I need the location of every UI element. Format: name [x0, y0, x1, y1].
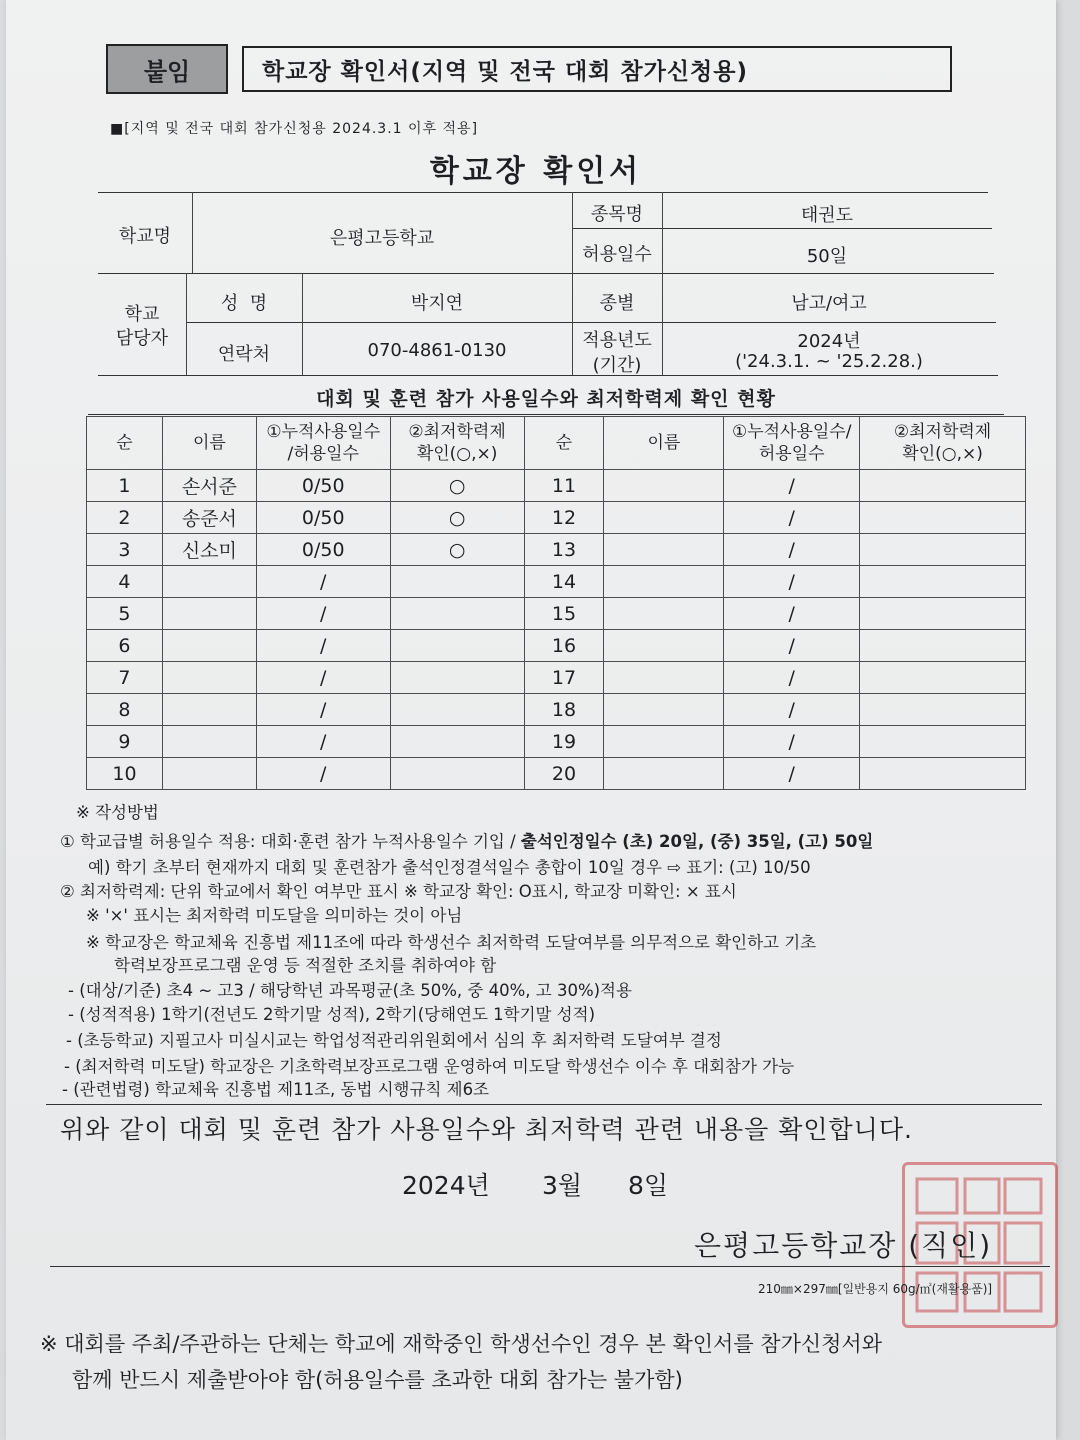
- row-days-right: /: [724, 470, 860, 502]
- row-no-right: 12: [524, 502, 604, 534]
- row-days: 0/50: [256, 534, 390, 566]
- row-no-right: 17: [524, 662, 604, 694]
- table-row: [87, 630, 1026, 662]
- row-no-right: 13: [524, 534, 604, 566]
- method-line-2: 예) 학기 초부터 현재까지 대회 및 훈련참가 출석인정결석일수 총합이 10일 경우 ⇨ 표기: (고) 10/50: [88, 858, 811, 877]
- table-row: [87, 502, 1026, 534]
- table-row: [87, 758, 1026, 790]
- table-row: [87, 726, 1026, 758]
- contact: 070-4861-0130: [367, 340, 507, 361]
- manager-label-2: 담당자: [115, 328, 169, 349]
- row-days-right: /: [724, 662, 860, 694]
- col-days-line2: /허용일수: [287, 444, 359, 464]
- contact-label: 연락처: [217, 344, 271, 365]
- section-line: [88, 414, 1004, 415]
- sport-label: 종목명: [590, 204, 644, 225]
- col-days-right-line1: ①누적사용일수/: [731, 422, 852, 442]
- col-check-right-line1: ②최저학력제: [893, 422, 992, 442]
- method-line-10: - (최저학력 미도달) 학교장은 기초학력보장프로그램 운영하여 미도달 학생선수 이수 후 대회참가 가능: [64, 1057, 795, 1076]
- row-no: 5: [87, 598, 163, 630]
- row-no-right: 15: [524, 598, 604, 630]
- year-label-2: (기간): [592, 355, 642, 376]
- row-check: [390, 758, 524, 790]
- row-no: 7: [87, 662, 163, 694]
- col-check-line2: 확인(○,×): [416, 444, 498, 464]
- method-line-1: [60, 829, 873, 854]
- row-days-right: /: [724, 694, 860, 726]
- footer-note: [40, 1326, 882, 1398]
- row-days-right: /: [724, 758, 860, 790]
- method-line-1-text: ① 학교급별 허용일수 적용: 대회·훈련 참가 누적사용일수 기입 /: [60, 832, 521, 851]
- row-no-right: 20: [524, 758, 604, 790]
- closing-statement: 위와 같이 대회 및 훈련 참가 사용일수와 최저학력 관련 내용을 확인합니다.: [60, 1115, 913, 1144]
- col-check-right: [860, 417, 1026, 470]
- col-name-right: 이름: [604, 417, 724, 470]
- allowed-days-label: 허용일수: [582, 244, 652, 265]
- row-check: ○: [390, 534, 524, 566]
- method-line-7: - (대상/기준) 초4 ~ 고3 / 해당학년 과목평균(초 50%, 중 40%, 고 30%)적용: [68, 981, 632, 1000]
- row-no: 8: [87, 694, 163, 726]
- row-check-right: [860, 662, 1026, 694]
- col-check: [390, 417, 524, 470]
- method-line-6: 학력보장프로그램 운영 등 적절한 조치를 취하여야 함: [114, 956, 497, 975]
- method-bottom-line: [46, 1104, 1042, 1105]
- row-name: [162, 758, 256, 790]
- table-row: [87, 598, 1026, 630]
- attachment-tag: [106, 44, 228, 94]
- gender-label: 종별: [599, 293, 635, 314]
- col-no-right: 순: [524, 417, 604, 470]
- row-check-right: [860, 630, 1026, 662]
- info-line-sport: [572, 228, 992, 229]
- table-row: [87, 470, 1026, 502]
- row-name-right: [604, 726, 724, 758]
- col-days-line1: ①누적사용일수: [266, 422, 381, 442]
- row-check: [390, 726, 524, 758]
- row-no: 3: [87, 534, 163, 566]
- row-days: /: [256, 758, 390, 790]
- row-days: /: [256, 662, 390, 694]
- method-line-8: - (성적적용) 1학기(전년도 2학기말 성적), 2학기(당해연도 1학기말 성적): [68, 1005, 596, 1024]
- person-name: 박지연: [410, 293, 464, 314]
- row-name-right: [604, 566, 724, 598]
- method-line-1-bold: 출석인정일수 (초) 20일, (중) 35일, (고) 50일: [520, 832, 874, 851]
- method-line-5: ※ 학교장은 학교체육 진흥법 제11조에 따라 학생선수 최저학력 도달여부를 의무적으로 확인하고 기초: [86, 933, 817, 952]
- row-check-right: [860, 502, 1026, 534]
- row-name: [162, 662, 256, 694]
- row-name: [162, 726, 256, 758]
- row-no-right: 18: [524, 694, 604, 726]
- attachment-tag-label: 붙임: [143, 57, 191, 86]
- footer-note-line-1: ※ 대회를 주최/주관하는 단체는 학교에 재학중인 학생선수인 경우 본 확인서를 참가신청서와: [40, 1332, 883, 1356]
- row-days-right: /: [724, 534, 860, 566]
- footer-note-line-2: 함께 반드시 제출받아야 함(허용일수를 초과한 대회 참가는 불가함): [72, 1368, 683, 1392]
- row-check-right: [860, 470, 1026, 502]
- row-days-right: /: [724, 502, 860, 534]
- col-days-right: [724, 417, 860, 470]
- table-row: [87, 534, 1026, 566]
- col-days-right-line2: 허용일수: [758, 444, 825, 464]
- method-line-9: - (초등학교) 지필고사 미실시교는 학업성적관리위원회에서 심의 후 최저학력 도달여부 결정: [66, 1031, 722, 1050]
- row-no: 2: [87, 502, 163, 534]
- row-check: [390, 630, 524, 662]
- school-name-label: 학교명: [118, 226, 172, 247]
- row-days-right: /: [724, 598, 860, 630]
- row-check: ○: [390, 502, 524, 534]
- col-days: [256, 417, 390, 470]
- info-line-name: [186, 322, 996, 323]
- table-row: [87, 694, 1026, 726]
- row-name-right: [604, 630, 724, 662]
- row-days: 0/50: [256, 470, 390, 502]
- section-title: 대회 및 훈련 참가 사용일수와 최저학력제 확인 현황: [316, 388, 776, 410]
- allowed-days: 50일: [806, 246, 848, 267]
- method-line-4: ※ '×' 표시는 최저학력 미도달을 의미하는 것이 아님: [86, 906, 463, 925]
- row-check-right: [860, 758, 1026, 790]
- row-name-right: [604, 502, 724, 534]
- principal-signature: 은평고등학교장 (직인): [694, 1229, 993, 1262]
- row-name-right: [604, 758, 724, 790]
- row-days: /: [256, 566, 390, 598]
- participation-table: [86, 416, 1026, 790]
- row-check-right: [860, 694, 1026, 726]
- row-name: 손서준: [162, 470, 256, 502]
- row-name-right: [604, 694, 724, 726]
- row-no-right: 14: [524, 566, 604, 598]
- row-check: [390, 566, 524, 598]
- row-no-right: 11: [524, 470, 604, 502]
- row-check-right: [860, 566, 1026, 598]
- paper-spec: 210㎜×297㎜[일반용지 60g/㎡(재활용품)]: [758, 1282, 993, 1296]
- info-line-school: [98, 273, 994, 274]
- row-days: /: [256, 726, 390, 758]
- row-days: /: [256, 694, 390, 726]
- row-days: /: [256, 598, 390, 630]
- row-check-right: [860, 726, 1026, 758]
- header-title-box: [242, 46, 952, 92]
- row-name: [162, 566, 256, 598]
- row-no-right: 19: [524, 726, 604, 758]
- info-top-line: [98, 192, 988, 193]
- row-days: /: [256, 630, 390, 662]
- row-check: [390, 662, 524, 694]
- row-days-right: /: [724, 726, 860, 758]
- row-name: [162, 630, 256, 662]
- row-days-right: /: [724, 630, 860, 662]
- apply-year: 2024년: [797, 331, 861, 352]
- row-name: 신소미: [162, 534, 256, 566]
- row-no: 10: [87, 758, 163, 790]
- signature-line: [50, 1266, 1050, 1267]
- method-line-11: - (관련법령) 학교체육 진흥법 제11조, 동법 시행규칙 제6조: [62, 1080, 489, 1099]
- row-check: [390, 694, 524, 726]
- doc-title: 학교장 확인서: [429, 154, 643, 189]
- row-days: 0/50: [256, 502, 390, 534]
- info-bottom-line: [98, 375, 998, 376]
- date-year: 2024년: [402, 1171, 490, 1200]
- method-line-3: ② 최저학력제: 단위 학교에서 확인 여부만 표시 ※ 학교장 확인: O표시, 학교장 미확인: × 표시: [60, 882, 737, 901]
- sport: 태권도: [800, 205, 854, 226]
- row-check: [390, 598, 524, 630]
- col-check-right-line2: 확인(○,×): [902, 444, 983, 464]
- row-check: ○: [390, 470, 524, 502]
- row-no: 6: [87, 630, 163, 662]
- date-day: 8일: [628, 1171, 669, 1200]
- table-header-row: [87, 417, 1026, 470]
- col-name: 이름: [162, 417, 256, 470]
- apply-period: ('24.3.1. ~ '25.2.28.): [735, 351, 923, 372]
- col-check-line1: ②최저학력제: [408, 422, 506, 442]
- table-row: [87, 662, 1026, 694]
- gender: 남고/여고: [791, 293, 867, 314]
- row-no: 4: [87, 566, 163, 598]
- row-check-right: [860, 534, 1026, 566]
- header-title: 학교장 확인서(지역 및 전국 대회 참가신청용): [262, 58, 748, 85]
- row-name: [162, 598, 256, 630]
- row-name: [162, 694, 256, 726]
- notice-line: ■[지역 및 전국 대회 참가신청용 2024.3.1 이후 적용]: [110, 121, 479, 137]
- row-name: 송준서: [162, 502, 256, 534]
- year-label-1: 적용년도: [582, 330, 652, 351]
- school-name: 은평고등학교: [329, 228, 435, 249]
- person-name-label: 성 명: [220, 293, 268, 314]
- row-no-right: 16: [524, 630, 604, 662]
- date-month: 3월: [542, 1171, 583, 1200]
- row-name-right: [604, 470, 724, 502]
- col-no: 순: [87, 417, 163, 470]
- method-heading: ※ 작성방법: [76, 803, 159, 822]
- row-name-right: [604, 598, 724, 630]
- row-no: 1: [87, 470, 163, 502]
- row-name-right: [604, 534, 724, 566]
- row-check-right: [860, 598, 1026, 630]
- row-days-right: /: [724, 566, 860, 598]
- table-row: [87, 566, 1026, 598]
- document-page: [6, 0, 1056, 1440]
- manager-label-1: 학교: [124, 304, 160, 325]
- row-name-right: [604, 662, 724, 694]
- row-no: 9: [87, 726, 163, 758]
